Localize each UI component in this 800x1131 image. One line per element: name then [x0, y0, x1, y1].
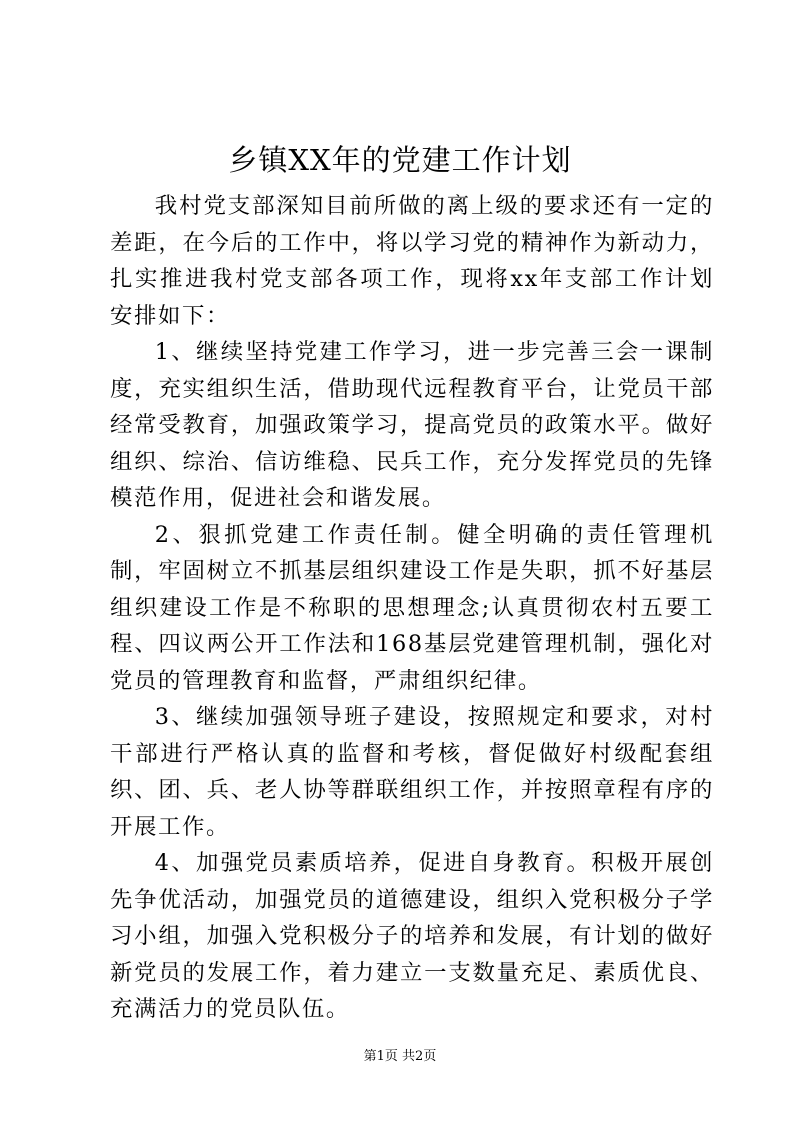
document-title: 乡镇XX年的党建工作计划 — [228, 143, 572, 177]
document-body — [110, 188, 714, 1028]
item-2-paragraph: 2、狠抓党建工作责任制。健全明确的责任管理机制，牢固树立不抓基层组织建设工作是失职，抓不好基层组织建设工作是不称职的思想理念;认真贯彻农村五要工程、四议两公开工作法和168基层党建管理机制，强化对党员的管理教育和监督，严肃组织纪律。 — [110, 521, 714, 694]
item-1-paragraph: 1、继续坚持党建工作学习，进一步完善三会一课制度，充实组织生活，借助现代远程教育平台，让党员干部经常受教育，加强政策学习，提高党员的政策水平。做好组织、综治、信访维稳、民兵工作，充分发挥党员的先锋模范作用，促进社会和谐发展。 — [110, 339, 714, 511]
intro-paragraph: 我村党支部深知目前所做的离上级的要求还有一定的差距，在今后的工作中，将以学习党的精神作为新动力，扎实推进我村党支部各项工作，现将xx年支部工作计划安排如下： — [110, 193, 714, 329]
item-4-paragraph: 4、加强党员素质培养，促进自身教育。积极开展创先争优活动，加强党员的道德建设，组织入党积极分子学习小组，加强入党积极分子的培养和发展，有计划的做好新党员的发展工作，着力建立一支数量充足、素质优良、充满活力的党员队伍。 — [110, 850, 714, 1022]
page-footer: 第1页 共2页 — [363, 1049, 437, 1064]
item-3-paragraph: 3、继续加强领导班子建设，按照规定和要求，对村干部进行严格认真的监督和考核，督促做好村级配套组织、团、兵、老人协等群联组织工作，并按照章程有序的开展工作。 — [110, 704, 714, 840]
